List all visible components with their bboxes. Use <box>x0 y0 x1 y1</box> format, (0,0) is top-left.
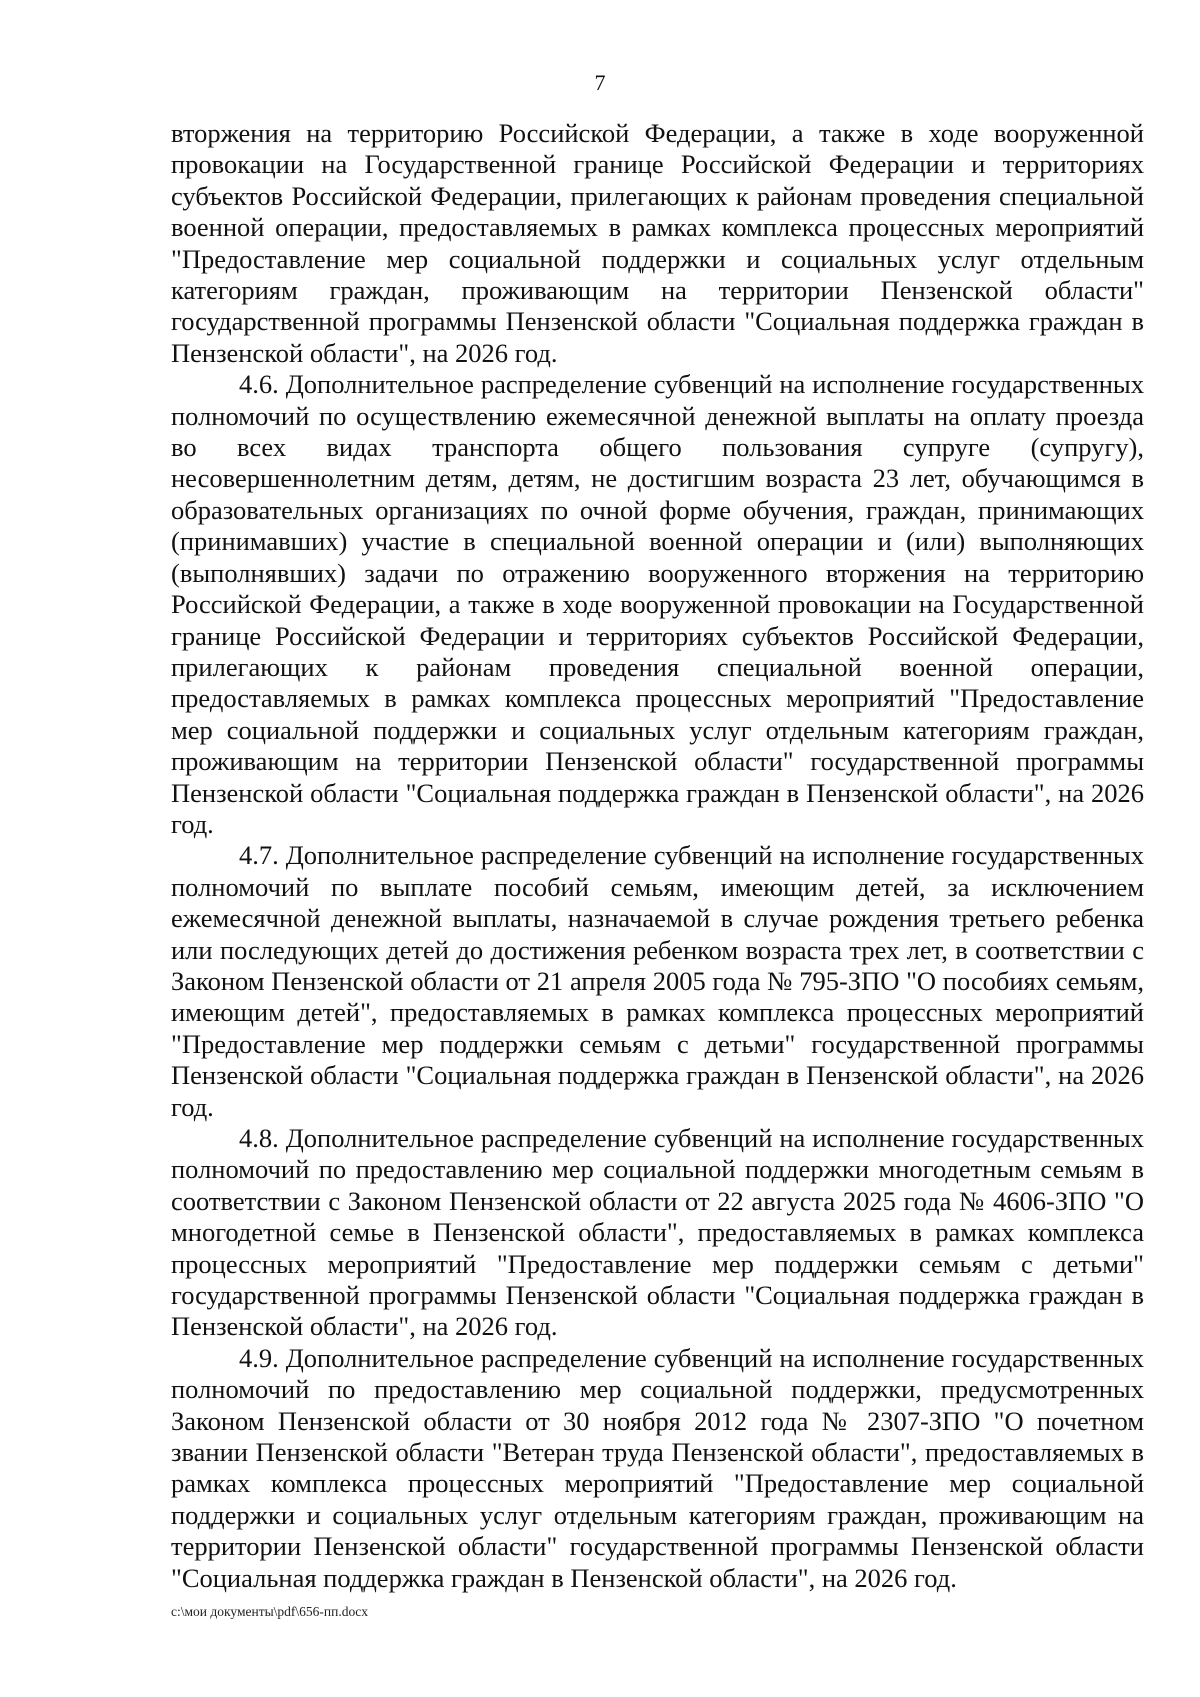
paragraph-4-9: 4.9. Дополнительное распределение субвенций на исполнение государственных полномочий по предоставлению мер социальной поддержки, предусмотренных Законом Пензенской области от 30 ноября 2012 года № 2307-ЗПО "О почетном звании Пензенской области "Ветеран труда Пензенской области", предоставляемых в рамках комплекса процессных мероприятий "Предоставление мер социальной поддержки и социальных услуг отдельным категориям граждан, проживающим на территории Пензенской области" государственной программы Пензенской области "Социальная поддержка граждан в Пензенской области", на 2026 год. <box>171 1342 1144 1593</box>
page-number: 7 <box>594 70 606 95</box>
paragraph-continuation: вторжения на территорию Российской Федерации, а также в ходе вооруженной провокации на Государственной границе Российской Федерации и территориях субъектов Российской Федерации, прилегающих к районам проведения специальной военной операции, предоставляемых в рамках комплекса процессных мероприятий "Предоставление мер социальной поддержки и социальных услуг отдельным категориям граждан, проживающим на территории Пензенской области" государственной программы Пензенской области "Социальная поддержка граждан в Пензенской области", на 2026 год. <box>171 118 1144 368</box>
paragraph-4-7: 4.7. Дополнительное распределение субвенций на исполнение государственных полномочий по выплате пособий семьям, имеющим детей, за исключением ежемесячной денежной выплаты, назначаемой в случае рождения третьего ребенка или последующих детей до достижения ребенком возраста трех лет, в соответствии с Законом Пензенской области от 21 апреля 2005 года № 795-ЗПО "О пособиях семьям, имеющим детей", предоставляемых в рамках комплекса процессных мероприятий "Предоставление мер поддержки семьям с детьми" государственной программы Пензенской области "Социальная поддержка граждан в Пензенской области", на 2026 год. <box>171 840 1144 1122</box>
paragraph-4-6: 4.6. Дополнительное распределение субвенций на исполнение государственных полномочий по осуществлению ежемесячной денежной выплаты на оплату проезда во всех видах транспорта общего пользования супруге (супругу), несовершеннолетним детям, детям, не достигшим возраста 23 лет, обучающимся в образовательных организациях по очной форме обучения, граждан, принимающих (принимавших) участие в специальной военной операции и (или) выполняющих (выполнявших) задачи по отражению вооруженного вторжения на территорию Российской Федерации, а также в ходе вооруженной провокации на Государственной границе Российской Федерации и территориях субъектов Российской Федерации, прилегающих к районам проведения специальной военной операции, предоставляемых в рамках комплекса процессных мероприятий "Предоставление мер социальной поддержки и социальных услуг отдельным категориям граждан, проживающим на территории Пензенской области" государственной программы Пензенской области "Социальная поддержка граждан в Пензенской области", на 2026 год. <box>171 369 1144 839</box>
footer-file-path: c:\мои документы\pdf\656-пп.docx <box>171 1604 368 1619</box>
paragraph-4-8: 4.8. Дополнительное распределение субвенций на исполнение государственных полномочий по предоставлению мер социальной поддержки многодетным семьям в соответствии с Законом Пензенской области от 22 августа 2025 года № 4606-ЗПО "О многодетной семье в Пензенской области", предоставляемых в рамках комплекса процессных мероприятий "Предоставление мер поддержки семьям с детьми" государственной программы Пензенской области "Социальная поддержка граждан в Пензенской области", на 2026 год. <box>171 1123 1144 1342</box>
document-body <box>171 118 1144 1594</box>
